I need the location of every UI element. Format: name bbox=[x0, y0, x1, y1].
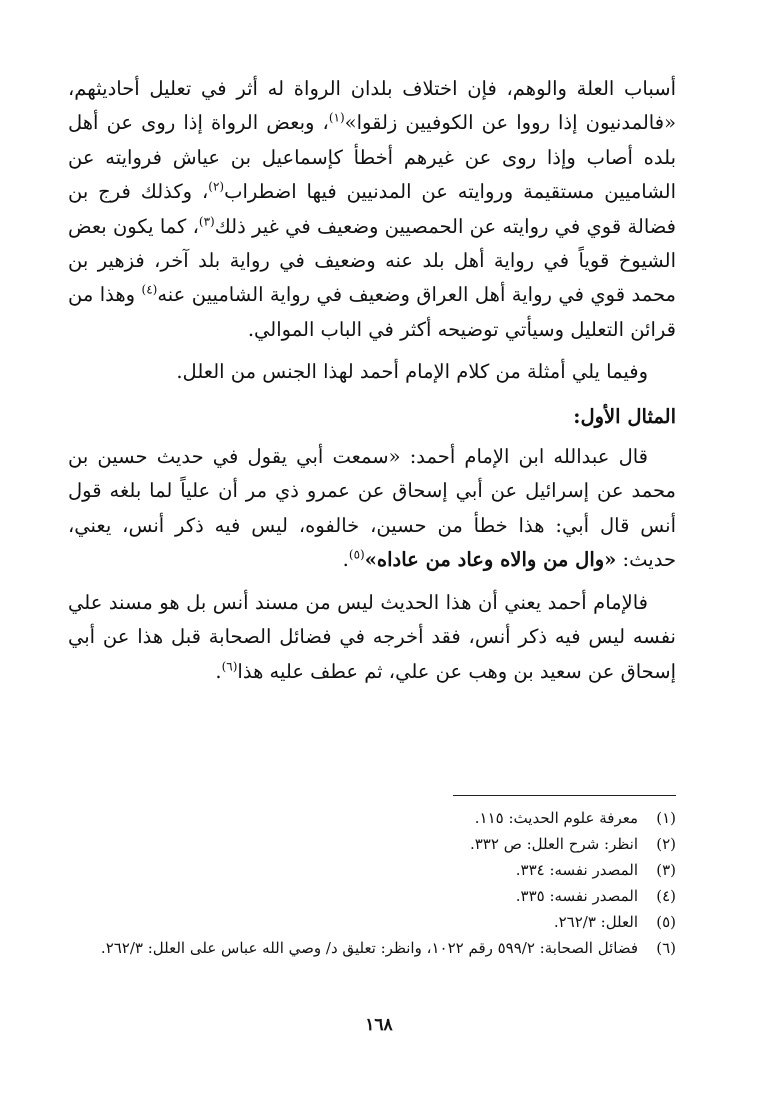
footnote-number: (٥) bbox=[656, 913, 676, 931]
footnote-ref-4[interactable]: (٤) bbox=[141, 282, 158, 297]
footnote-text: المصدر نفسه: ٣٣٤. bbox=[515, 861, 638, 879]
footnote-number: (٢) bbox=[656, 835, 676, 853]
footnote-ref-2[interactable]: (٢) bbox=[208, 179, 225, 194]
paragraph-3-part-2: . bbox=[342, 548, 349, 572]
footnote-text: المصدر نفسه: ٣٣٥. bbox=[515, 887, 638, 905]
footnote-separator bbox=[453, 795, 676, 796]
footnote-number: (١) bbox=[656, 809, 676, 827]
footnotes bbox=[68, 805, 676, 961]
footnote-text: انظر: شرح العلل: ص ٣٣٢. bbox=[469, 835, 638, 853]
paragraph-4-part-2: . bbox=[215, 659, 222, 683]
footnote-text: العلل: ٢٦٢/٣. bbox=[553, 913, 638, 931]
paragraph-4 bbox=[68, 586, 676, 689]
footnote-6 bbox=[68, 935, 676, 961]
footnote-number: (٤) bbox=[656, 887, 676, 905]
paragraph-1 bbox=[68, 72, 676, 347]
paragraph-1-part-2: ، وبعض الرواة إذا روى عن أهل بلده أصاب وإذا روى عن غيرهم أخطأ كإسماعيل بن عياش فروايته عن الشاميين مستقيمة وروايته عن المدنيين فيها اضطراب bbox=[68, 111, 676, 204]
hadith-quote: «وال من والاه وعاد من عاداه» bbox=[364, 548, 617, 572]
footnote-2 bbox=[68, 831, 676, 857]
paragraph-1-part-4: ، كما يكون بعض الشيوخ قوياً في رواية أهل بلد عنه وضعيف في رواية بلد آخر، فزهير بن محمد قوي في رواية أهل العراق وضعيف في رواية الشاميين عنه bbox=[68, 214, 676, 307]
footnote-text: معرفة علوم الحديث: ١١٥. bbox=[474, 809, 638, 827]
paragraph-3 bbox=[68, 440, 676, 578]
footnote-ref-3[interactable]: (٣) bbox=[198, 214, 215, 229]
footnote-4 bbox=[68, 883, 676, 909]
example-heading: المثال الأول: bbox=[573, 404, 676, 428]
paragraph-4-part-1: فالإمام أحمد يعني أن هذا الحديث ليس من مسند أنس بل هو مسند علي نفسه ليس فيه ذكر أنس، فقد أخرجه في فضائل الصحابة قبل هذا عن أبي إسحاق عن سعيد بن وهب عن علي، ثم عطف عليه هذا bbox=[68, 590, 676, 683]
paragraph-1-part-3: ، وكذلك فرج بن فضالة قوي في روايته عن الحمصيين وضعيف في غير ذلك bbox=[68, 180, 677, 238]
paragraph-3-part-1: قال عبدالله ابن الإمام أحمد: «سمعت أبي يقول في حديث حسين بن محمد عن إسرائيل عن أبي إسحاق عن عمرو ذي مر أن علياً لما بلغه قول أنس قال أبي: هذا خطأ من حسين، خالفوه، ليس فيه ذكر أنس، يعني، حديث: bbox=[68, 445, 676, 572]
footnote-ref-6[interactable]: (٦) bbox=[221, 659, 238, 673]
footnote-ref-1[interactable]: (١) bbox=[328, 110, 345, 125]
footnote-ref-5[interactable]: (٥) bbox=[348, 547, 365, 562]
footnote-3 bbox=[68, 857, 676, 883]
footnote-5 bbox=[68, 909, 676, 935]
main-text bbox=[68, 72, 676, 689]
paragraph-1-part-5: وهذا من قرائن التعليل وسيأتي توضيحه أكثر في الباب الموالي. bbox=[68, 283, 676, 341]
paragraph-2: وفيما يلي أمثلة من كلام الإمام أحمد لهذا الجنس من العلل. bbox=[176, 360, 648, 384]
footnote-number: (٦) bbox=[656, 939, 676, 957]
paragraph-1-part-1: أسباب العلة والوهم، فإن اختلاف بلدان الرواة له أثر في تعليل أحاديثهم، «فالمدنيون إذا رووا عن الكوفيين زلقوا» bbox=[68, 77, 676, 135]
page-number: ١٦٨ bbox=[365, 1015, 393, 1035]
footnote-number: (٣) bbox=[656, 861, 676, 879]
footnote-text: فضائل الصحابة: ٥٩٩/٢ رقم ١٠٢٢، وانظر: تعليق د/ وصي الله عباس على العلل: ٢٦٢/٣. bbox=[100, 939, 638, 957]
footnote-1 bbox=[68, 805, 676, 831]
